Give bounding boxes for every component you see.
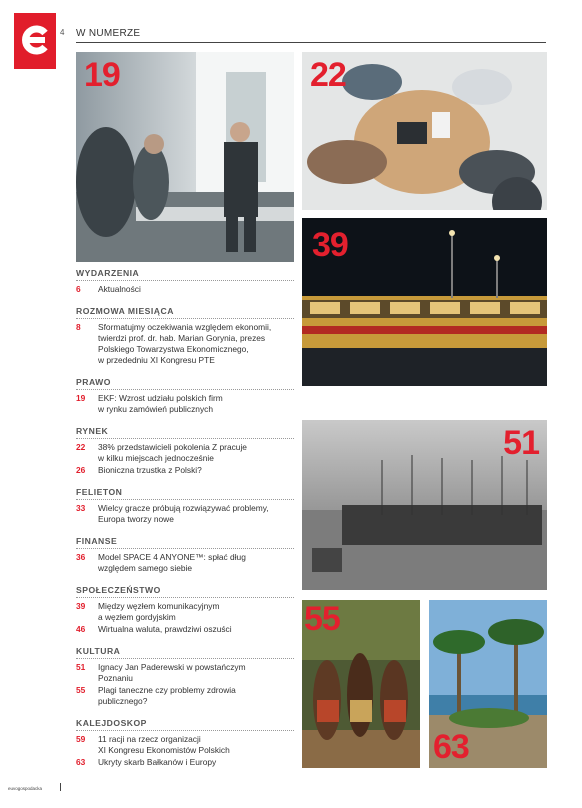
toc-section-wydarzenia: [76, 268, 294, 295]
entry-page: 33: [76, 503, 86, 513]
entry-text: Ukryty skarb Bałkanów i Europy: [98, 757, 217, 767]
entry-text: Między węzłem komunikacyjnym a węzłem gordyjskim: [98, 601, 220, 622]
toc-entry[interactable]: [76, 465, 294, 476]
section-title: RYNEK: [76, 426, 294, 439]
section-title: ROZMOWA MIESIĄCA: [76, 306, 294, 319]
entry-page: 22: [76, 442, 86, 452]
entry-page: 19: [76, 393, 86, 403]
toc-entry[interactable]: [76, 322, 294, 366]
toc-entry[interactable]: [76, 393, 294, 415]
toc-section-kalejdoskop: [76, 718, 294, 768]
toc-section-finanse: [76, 536, 294, 574]
photo-39[interactable]: [302, 218, 547, 386]
toc-entry[interactable]: [76, 503, 294, 525]
toc-entry[interactable]: [76, 552, 294, 574]
entry-text: Model SPACE 4 ANYONE™: spłać dług względem samego siebie: [98, 552, 246, 573]
magazine-logo: [14, 13, 56, 69]
toc-section-rynek: [76, 426, 294, 476]
entry-page: 8: [76, 322, 81, 332]
entry-page: 63: [76, 757, 86, 767]
toc-entry[interactable]: [76, 757, 294, 768]
photo-51[interactable]: [302, 420, 547, 590]
entry-page: 36: [76, 552, 86, 562]
entry-text: EKF: Wzrost udziału polskich firm w rynku zamówień publicznych: [98, 393, 223, 414]
toc-section-rozmowa: [76, 306, 294, 366]
photo-51-number: 51: [503, 424, 539, 462]
toc-entry[interactable]: [76, 284, 294, 295]
entry-text: Wielcy gracze próbują rozwiązywać problemy, Europa tworzy nowe: [98, 503, 269, 524]
table-of-contents: [76, 268, 294, 779]
header-divider: [76, 42, 546, 43]
photo-22[interactable]: [302, 52, 547, 210]
toc-section-felieton: [76, 487, 294, 525]
entry-text: 11 racji na rzecz organizacji XI Kongresu Ekonomistów Polskich: [98, 734, 230, 755]
entry-text: Wirtualna waluta, prawdziwi oszuści: [98, 624, 232, 634]
photo-19[interactable]: [76, 52, 294, 262]
toc-entry[interactable]: [76, 442, 294, 464]
entry-page: 26: [76, 465, 86, 475]
entry-page: 55: [76, 685, 86, 695]
entry-text: Ignacy Jan Paderewski w powstańczym Poznaniu: [98, 662, 246, 683]
section-title: PRAWO: [76, 377, 294, 390]
photo-19-number: 19: [84, 56, 120, 94]
section-title: FELIETON: [76, 487, 294, 500]
toc-entry[interactable]: [76, 662, 294, 684]
section-title: KULTURA: [76, 646, 294, 659]
e-logo-icon: [14, 13, 56, 69]
entry-text: Bioniczna trzustka z Polski?: [98, 465, 202, 475]
page-number: 4: [60, 28, 65, 37]
photo-55[interactable]: [302, 600, 420, 768]
photo-22-number: 22: [310, 56, 346, 94]
entry-text: Plagi taneczne czy problemy zdrowia publicznego?: [98, 685, 236, 706]
entry-page: 51: [76, 662, 86, 672]
section-title: WYDARZENIA: [76, 268, 294, 281]
page-title: W NUMERZE: [76, 28, 141, 39]
entry-text: Sformatujmy oczekiwania względem ekonomii, twierdzi prof. dr. hab. Marian Gorynia, prezes Polskiego Towarzystwa Ekonomicznego, w przededniu XI Kongresu PTE: [98, 322, 272, 365]
entry-text: Aktualności: [98, 284, 141, 294]
footer-website: euvogospodacka: [8, 786, 43, 791]
entry-page: 46: [76, 624, 86, 634]
footer-divider: [60, 783, 61, 791]
toc-entry[interactable]: [76, 624, 294, 635]
photo-39-number: 39: [312, 226, 348, 264]
toc-entry[interactable]: [76, 685, 294, 707]
toc-section-kultura: [76, 646, 294, 707]
toc-entry[interactable]: [76, 734, 294, 756]
toc-entry[interactable]: [76, 601, 294, 623]
section-title: SPOŁECZEŃSTWO: [76, 585, 294, 598]
entry-text: 38% przedstawicieli pokolenia Z pracuje w kilku miejscach jednocześnie: [98, 442, 247, 463]
entry-page: 39: [76, 601, 86, 611]
photo-63[interactable]: [429, 600, 547, 768]
toc-section-spoleczenstwo: [76, 585, 294, 635]
toc-section-prawo: [76, 377, 294, 415]
photo-63-number: 63: [433, 728, 469, 766]
section-title: FINANSE: [76, 536, 294, 549]
section-title: KALEJDOSKOP: [76, 718, 294, 731]
photo-55-number: 55: [304, 600, 340, 638]
entry-page: 59: [76, 734, 86, 744]
entry-page: 6: [76, 284, 81, 294]
